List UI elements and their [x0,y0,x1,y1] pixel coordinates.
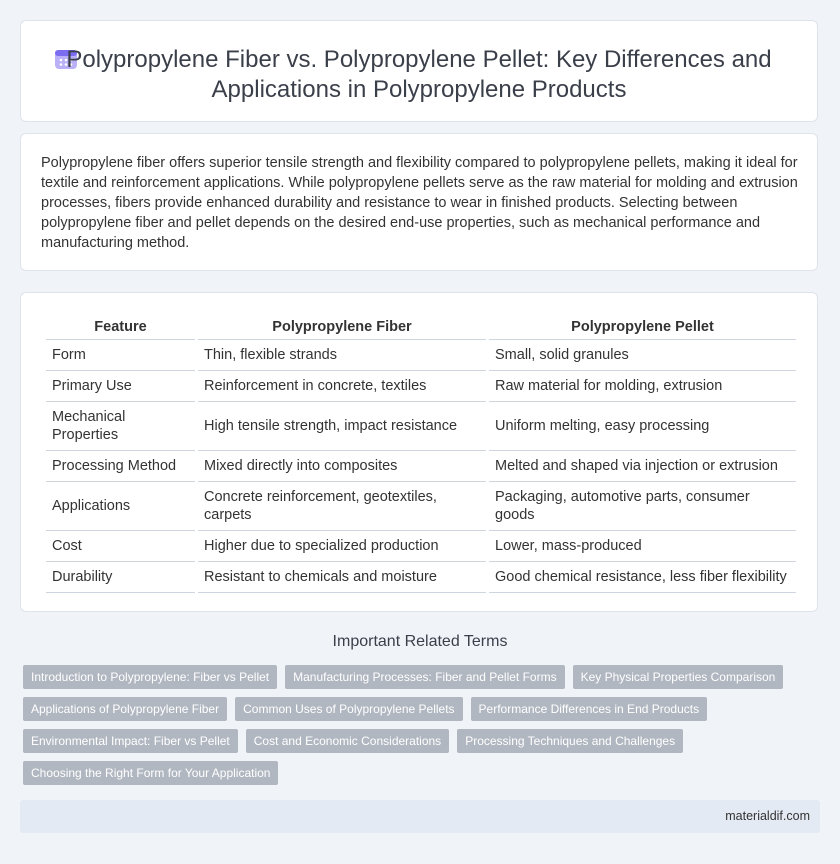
related-terms-list [23,665,813,785]
table-cell: Good chemical resistance, less fiber flexibility [489,562,796,593]
table-cell: Form [46,340,195,371]
site-name[interactable]: materialdif.com [725,809,810,823]
table-cell: Small, solid granules [489,340,796,371]
table-row [46,482,796,531]
column-header-feature: Feature [46,316,195,340]
table-cell: Packaging, automotive parts, consumer goods [489,482,796,531]
related-term-tag[interactable]: Common Uses of Polypropylene Pellets [235,697,462,721]
table-header-row [46,316,796,340]
table-cell: Concrete reinforcement, geotextiles, carpets [198,482,486,531]
table-cell: Thin, flexible strands [198,340,486,371]
table-cell: Primary Use [46,371,195,402]
table-cell: Uniform melting, easy processing [489,402,796,451]
footer-bar [20,800,820,833]
page-title: Polypropylene Fiber vs. Polypropylene Pellet: Key Differences and Applications in Polypropylene Products [66,46,772,103]
intro-card [20,133,818,271]
table-row [46,562,796,593]
table-cell: Raw material for molding, extrusion [489,371,796,402]
related-term-tag[interactable]: Performance Differences in End Products [471,697,708,721]
header-card [20,20,818,122]
table-row [46,531,796,562]
table-cell: Lower, mass-produced [489,531,796,562]
related-term-tag[interactable]: Environmental Impact: Fiber vs Pellet [23,729,238,753]
related-term-tag[interactable]: Cost and Economic Considerations [246,729,449,753]
column-header-fiber: Polypropylene Fiber [198,316,486,340]
related-term-tag[interactable]: Key Physical Properties Comparison [573,665,784,689]
table-cell: Mixed directly into composites [198,451,486,482]
table-row [46,402,796,451]
related-term-tag[interactable]: Choosing the Right Form for Your Application [23,761,278,785]
table-cell: Processing Method [46,451,195,482]
table-row [46,371,796,402]
table-cell: Cost [46,531,195,562]
intro-paragraph: Polypropylene fiber offers superior tensile strength and flexibility compared to polypropylene pellets, making it ideal for textile and reinforcement applications. While polypropylene pellets serve as the raw material for molding and extrusion processes, fibers provide enhanced durability and resistance to wear in finished products. Selecting between polypropylene fiber and pellet depends on the desired end-use properties, such as mechanical performance and manufacturing method. [41,155,798,251]
related-term-tag[interactable]: Introduction to Polypropylene: Fiber vs Pellet [23,665,277,689]
related-term-tag[interactable]: Processing Techniques and Challenges [457,729,683,753]
table-cell: Reinforcement in concrete, textiles [198,371,486,402]
table-cell: Resistant to chemicals and moisture [198,562,486,593]
related-term-tag[interactable]: Applications of Polypropylene Fiber [23,697,227,721]
table-cell: Durability [46,562,195,593]
comparison-table [43,316,799,593]
table-cell: High tensile strength, impact resistance [198,402,486,451]
table-row [46,340,796,371]
column-header-pellet: Polypropylene Pellet [489,316,796,340]
table-row [46,451,796,482]
table-cell: Higher due to specialized production [198,531,486,562]
related-term-tag[interactable]: Manufacturing Processes: Fiber and Pellet Forms [285,665,564,689]
table-cell: Mechanical Properties [46,402,195,451]
comparison-card [20,292,818,612]
table-cell: Applications [46,482,195,531]
table-cell: Melted and shaped via injection or extrusion [489,451,796,482]
related-terms-heading: Important Related Terms [332,633,508,650]
